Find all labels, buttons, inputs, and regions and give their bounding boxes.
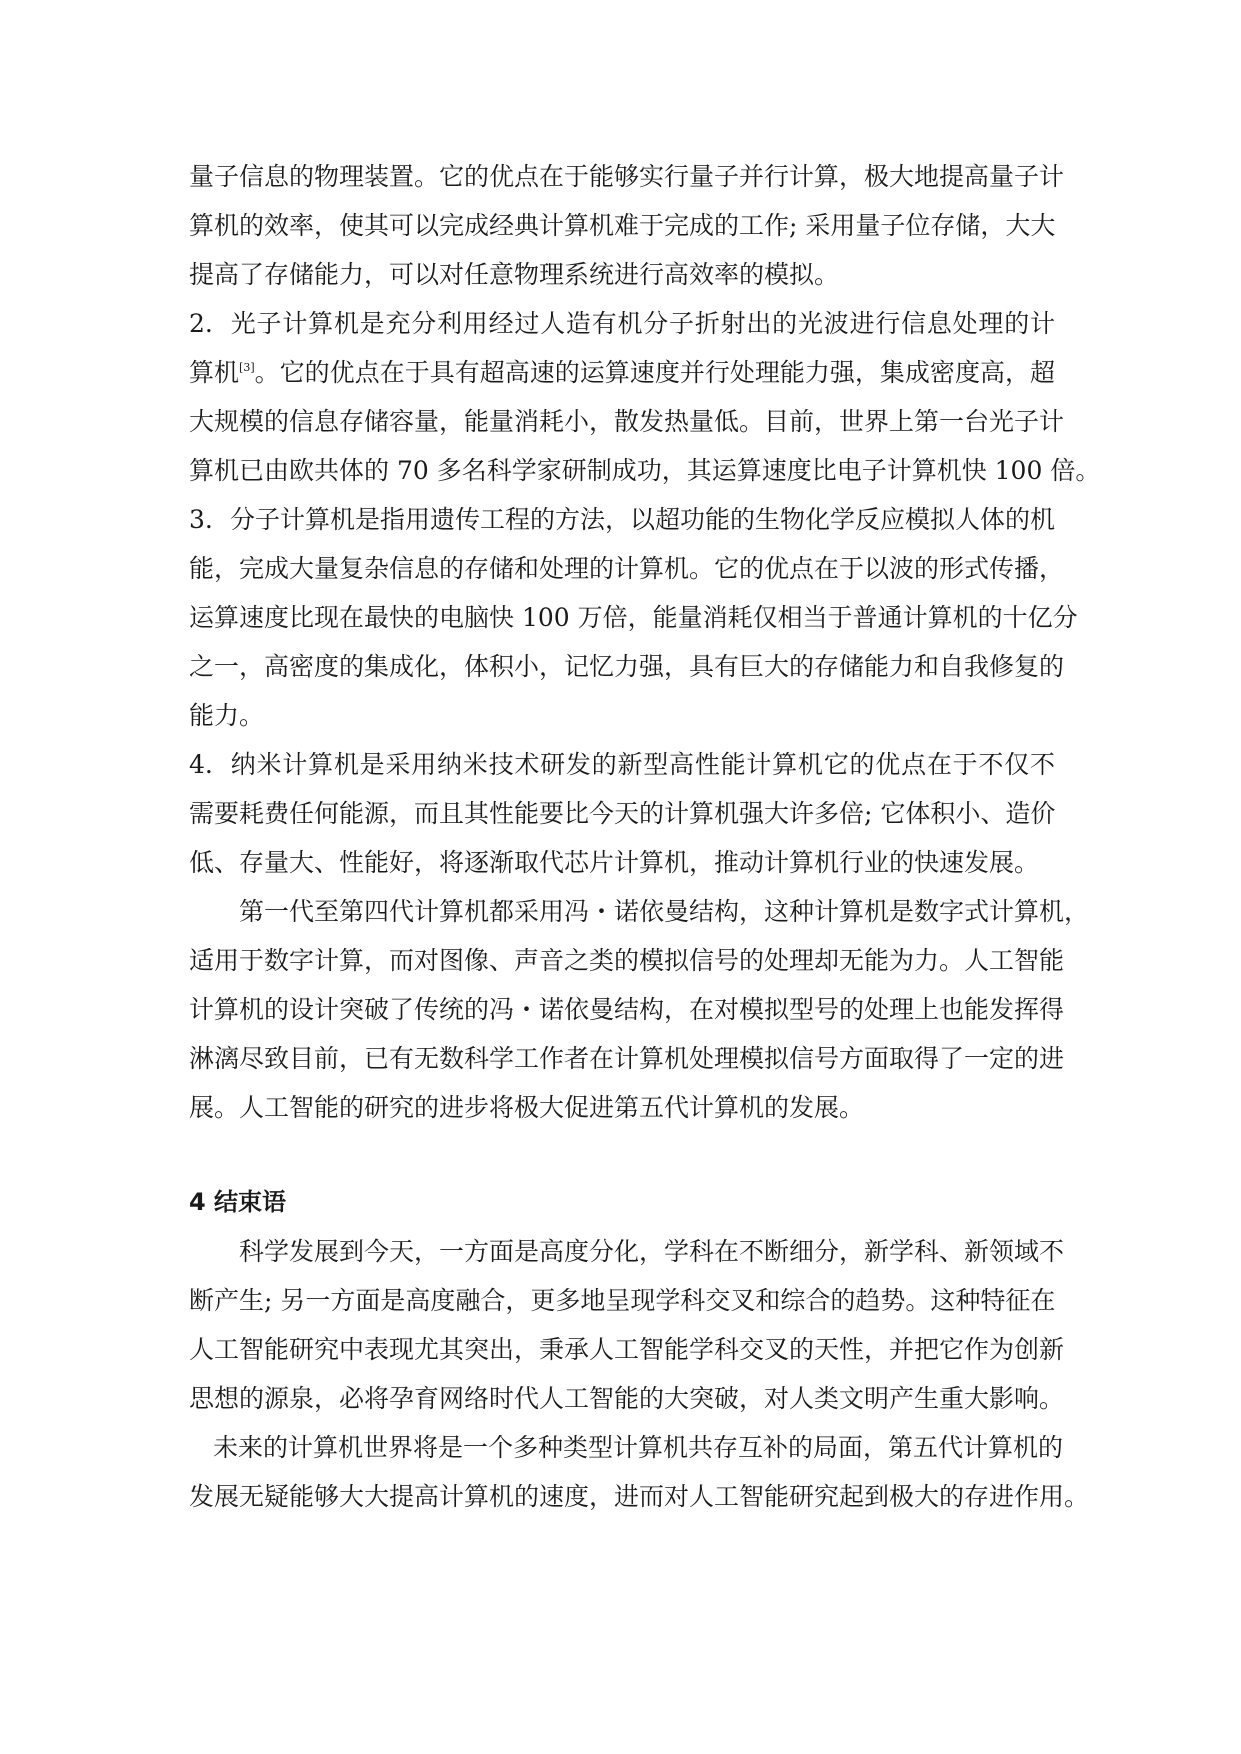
text-line: 算机的效率，使其可以完成经典计算机难于完成的工作; 采用量子位存储，大大 (189, 211, 1056, 240)
citation-ref: [3] (239, 361, 255, 374)
item-text: 分子计算机是指用遗传工程的方法，以超功能的生物化学反应模拟人体的机 (230, 505, 1056, 534)
list-item-molecular-computer (189, 495, 1078, 740)
text-line: 提高了存储能力，可以对任意物理系统进行高效率的模拟。 (189, 260, 840, 289)
text-line: 思想的源泉，必将孕育网络时代人工智能的大突破，对人类文明产生重大影响。 (189, 1384, 1065, 1413)
section-heading: 4 结束语 (189, 1188, 287, 1216)
text-line: 未来的计算机世界将是一个多种类型计算机共存互补的局面，第五代计算机的 (213, 1433, 1064, 1462)
text-line: 能，完成大量复杂信息的存储和处理的计算机。它的优点在于以波的形式传播， (189, 554, 1065, 583)
paragraph-conclusion-1 (189, 1227, 1065, 1423)
text-line: 科学发展到今天，一方面是高度分化，学科在不断细分，新学科、新领域不 (239, 1237, 1065, 1266)
text-line: 能力。 (189, 701, 265, 730)
text-line: 发展无疑能够大大提高计算机的速度，进而对人工智能研究起到极大的存进作用。 (189, 1482, 1090, 1511)
item-text: 光子计算机是充分利用经过人造有机分子折射出的光波进行信息处理的计 (230, 309, 1055, 338)
text-line: 适用于数字计算，而对图像、声音之类的模拟信号的处理却无能为力。人工智能 (189, 946, 1065, 975)
item-number: 3. (189, 505, 213, 534)
text-line: 运算速度比现在最快的电脑快 100 万倍，能量消耗仅相当于普通计算机的十亿分 (189, 603, 1078, 632)
text-line: 第一代至第四代计算机都采用冯・诺依曼结构，这种计算机是数字式计算机， (239, 897, 1090, 926)
item-text: 纳米计算机是采用纳米技术研发的新型高性能计算机它的优点在于不仅不 (230, 750, 1055, 779)
text-line: 量子信息的物理装置。它的优点在于能够实行量子并行计算，极大地提高量子计 (189, 162, 1065, 191)
text-line: 淋漓尽致目前，已有无数科学工作者在计算机处理模拟信号方面取得了一定的进 (189, 1044, 1065, 1073)
document-page (189, 152, 1101, 1521)
paragraph-intro (189, 152, 1065, 299)
paragraph-neumann (189, 887, 1090, 1132)
text-line: 断产生; 另一方面是高度融合，更多地呈现学科交叉和综合的趋势。这种特征在 (189, 1286, 1056, 1315)
text-line: 低、存量大、性能好，将逐渐取代芯片计算机，推动计算机行业的快速发展。 (189, 848, 1040, 877)
item-number: 2. (189, 309, 213, 338)
text-line: 人工智能研究中表现尤其突出，秉承人工智能学科交叉的天性，并把它作为创新 (189, 1335, 1065, 1364)
text-line (189, 495, 1055, 544)
list-item-photonic-computer (189, 299, 1101, 495)
text-line: 之一，高密度的集成化，体积小，记忆力强，具有巨大的存储能力和自我修复的 (189, 652, 1065, 681)
item-text: 算机 (189, 358, 240, 387)
text-line: 展。人工智能的研究的进步将极大促进第五代计算机的发展。 (189, 1093, 865, 1122)
list-item-nano-computer (189, 740, 1055, 887)
item-text: 。它的优点在于具有超高速的运算速度并行处理能力强，集成密度高，超 (254, 358, 1055, 387)
text-line: 算机已由欧共体的 70 多名科学家研制成功，其运算速度比电子计算机快 100 倍。 (189, 456, 1101, 485)
text-line (189, 299, 1055, 348)
text-line (189, 740, 1055, 789)
text-line: 需要耗费任何能源，而且其性能要比今天的计算机强大许多倍; 它体积小、造价 (189, 799, 1056, 828)
text-line: 计算机的设计突破了传统的冯・诺依曼结构，在对模拟型号的处理上也能发挥得 (189, 995, 1065, 1024)
paragraph-conclusion-2 (189, 1423, 1090, 1521)
item-number: 4. (189, 750, 213, 779)
text-line (189, 348, 1055, 397)
text-line: 大规模的信息存储容量，能量消耗小，散发热量低。目前，世界上第一台光子计 (189, 407, 1065, 436)
